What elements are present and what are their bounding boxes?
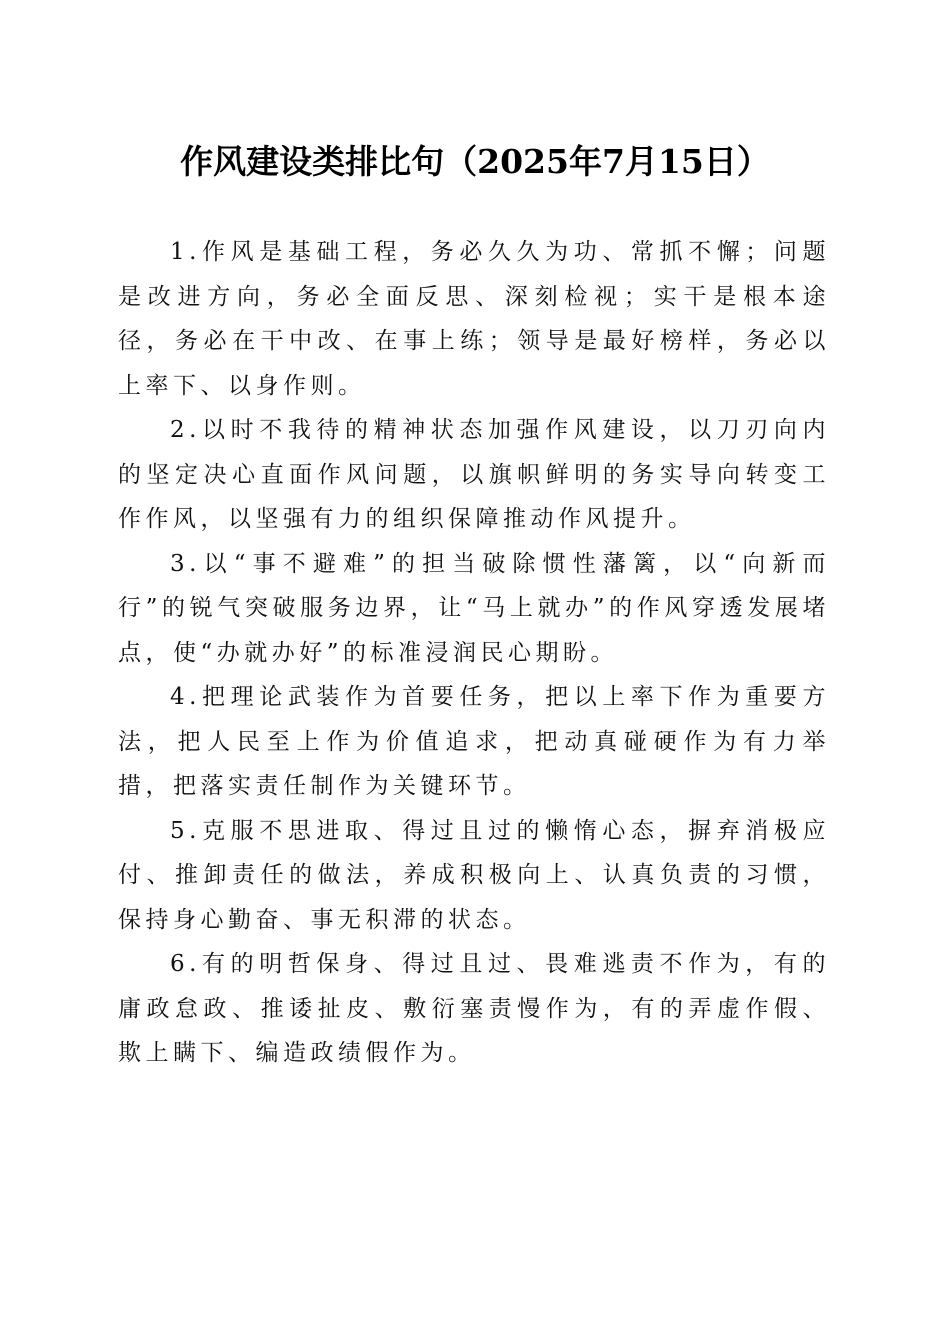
paragraph-4: 4.把理论武装作为首要任务，把以上率下作为重要方法，把人民至上作为价值追求，把动真碰硬作为有力举措，把落实责任制作为关键环节。 [118, 684, 830, 799]
paragraph-5: 5.克服不思进取、得过且过的懒惰心态，摒弃消极应付、推卸责任的做法，养成积极向上、认真负责的习惯，保持身心勤奋、事无积滞的状态。 [118, 817, 830, 933]
paragraph-6: 6.有的明哲保身、得过且过、畏难逃责不作为，有的庸政怠政、推诿扯皮、敷衍塞责慢作为，有的弄虚作假、欺上瞒下、编造政绩假作为。 [118, 951, 830, 1066]
paragraph-3: 3.以“事不避难”的担当破除惯性藩篱，以“向新而行”的锐气突破服务边界，让“马上就办”的作风穿透发展堵点，使“办就办好”的标准浸润民心期盼。 [118, 550, 830, 666]
paragraph-1: 1.作风是基础工程，务必久久为功、常抓不懈；问题是改进方向，务必全面反思、深刻检视；实干是根本途径，务必在干中改、在事上练；领导是最好榜样，务必以上率下、以身作则。 [118, 239, 830, 399]
document-body [118, 230, 830, 1076]
paragraph-2: 2.以时不我待的精神状态加强作风建设，以刀刃向内的坚定决心直面作风问题，以旗帜鲜明的务实导向转变工作作风，以坚强有力的组织保障推动作风提升。 [118, 417, 830, 532]
document-title: 作风建设类排比句（2025年7月15日） [180, 142, 770, 181]
